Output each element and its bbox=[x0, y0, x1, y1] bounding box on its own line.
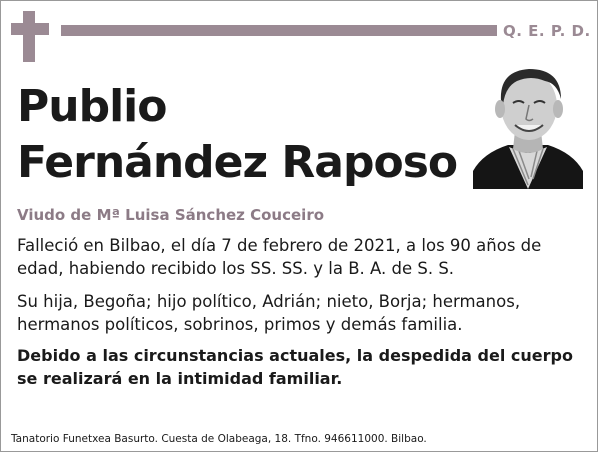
cross-icon-vertical bbox=[23, 11, 35, 62]
funeral-home-footer: Tanatorio Funetxea Basurto. Cuesta de Olabeaga, 18. Tfno. 946611000. Bilbao. bbox=[11, 433, 427, 445]
name-line-surnames: Fernández Raposo bbox=[17, 137, 458, 188]
widower-subtitle: Viudo de Mª Luisa Sánchez Couceiro bbox=[17, 206, 325, 224]
cross-icon-horizontal bbox=[11, 23, 49, 35]
death-notice-paragraph: Falleció en Bilbao, el día 7 de febrero de 2021, a los 90 años de edad, habiendo recibido los SS. SS. y la B. A. de S. S. bbox=[17, 236, 542, 278]
family-paragraph: Su hija, Begoña; hijo político, Adrián; nieto, Borja; hermanos, hermanos políticos, sobrinos, primos y demás familia. bbox=[17, 292, 521, 334]
portrait-photo bbox=[473, 61, 583, 189]
header-rule bbox=[61, 25, 497, 36]
farewell-notice-paragraph: Debido a las circunstancias actuales, la despedida del cuerpo se realizará en la intimidad familiar. bbox=[17, 346, 573, 388]
qepd-badge: Q. E. P. D. bbox=[503, 22, 591, 40]
deceased-name bbox=[17, 79, 457, 191]
name-line-first: Publio bbox=[17, 81, 167, 132]
